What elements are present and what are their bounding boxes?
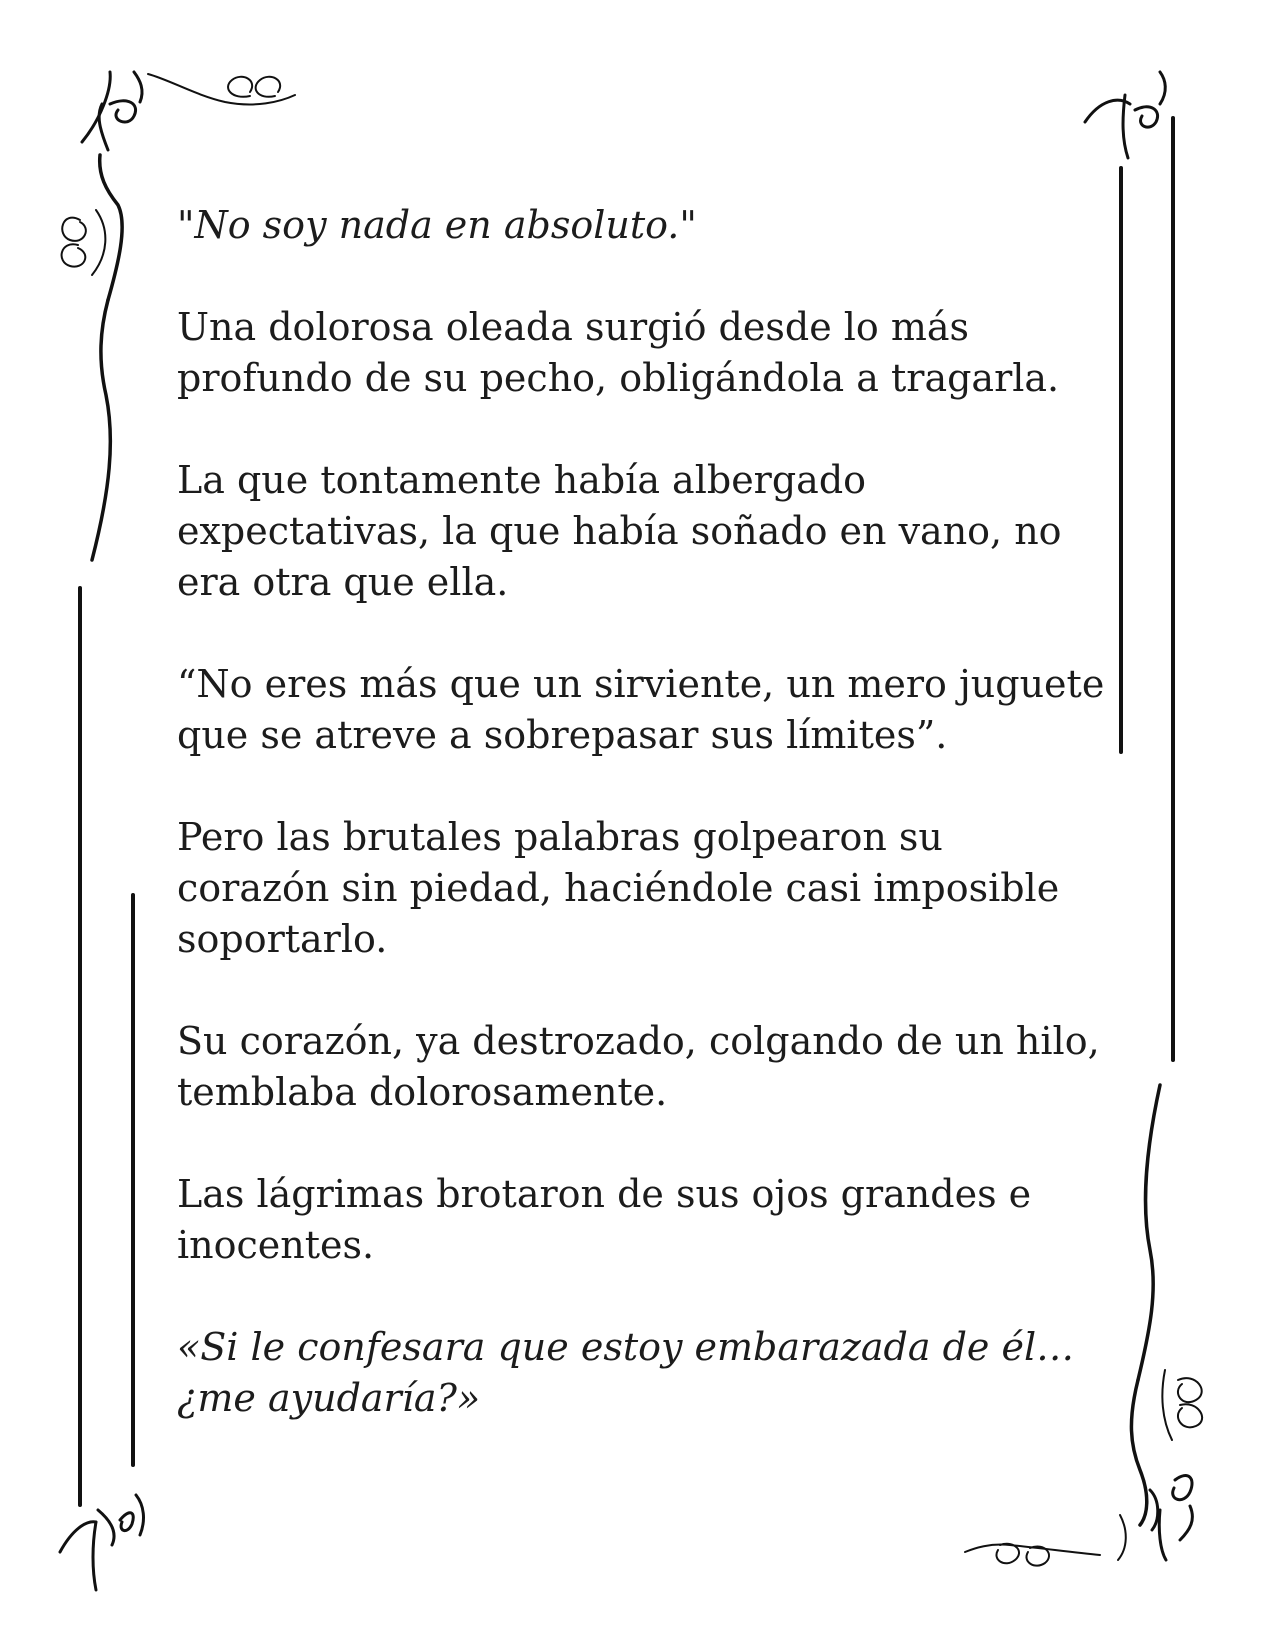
text-line: Pero las brutales palabras golpearon su [177,815,943,859]
text-line: era otra que ella. [177,560,509,604]
text-line: inocentes. [177,1223,375,1267]
paragraph [177,302,1107,404]
text-line: ¿me ayudaría?» [177,1376,481,1420]
text-line: soportarlo. [177,917,388,961]
text-line: «Si le confesara que estoy embarazada de él… [177,1325,1075,1369]
text-line: temblaba dolorosamente. [177,1070,668,1114]
paragraph [177,1169,1107,1271]
text-line: Su corazón, ya destrozado, colgando de un hilo, [177,1019,1100,1063]
text-line: expectativas, la que había soñado en vano, no [177,509,1062,553]
text-line: corazón sin piedad, haciéndole casi imposible [177,866,1060,910]
paragraph [177,659,1107,761]
paragraph [177,455,1107,608]
text-line: que se atreve a sobrepasar sus límites”. [177,713,948,757]
story-text [177,200,1107,1475]
text-line: Las lágrimas brotaron de sus ojos grandes e [177,1172,1032,1216]
top-right-flourish-icon [1085,72,1165,158]
paragraph [177,812,1107,965]
text-line: Una dolorosa oleada surgió desde lo más [177,305,970,349]
text-line: "No soy nada en absoluto." [177,203,697,247]
text-line: “No eres más que un sirviente, un mero juguete [177,662,1105,706]
paragraph [177,1322,1107,1424]
text-line: profundo de su pecho, obligándola a tragarla. [177,356,1060,400]
paragraph [177,1016,1107,1118]
text-line: La que tontamente había albergado [177,458,867,502]
paragraph [177,200,1107,251]
bottom-left-flourish-icon [60,1495,143,1590]
